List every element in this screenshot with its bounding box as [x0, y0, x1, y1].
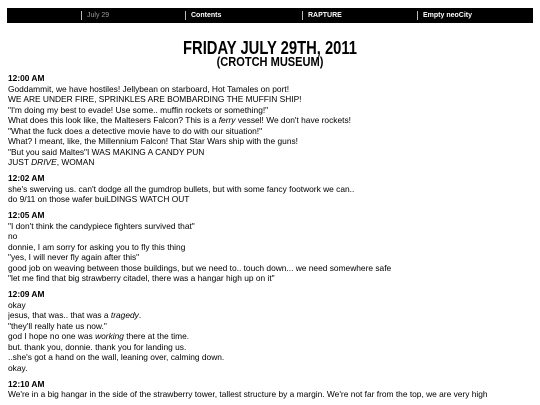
entry-line: ..she's got a hand on the wall, leaning over, calming down. [8, 352, 225, 362]
entry-line: but. thank you, donnie. thank you for landing us. [8, 341, 187, 352]
log-entry [8, 379, 534, 400]
entry-line: "I don't think the candypiece fighters survived that" [8, 220, 195, 231]
entry-line: What does this look like, the Maltesers Falcon? This is a ferry vessel! We don't have rockets! [8, 115, 351, 125]
entry-line: WE ARE UNDER FIRE, SPRINKLES ARE BOMBARDING THE MUFFIN SHIP! [8, 94, 302, 104]
entry-line: Goddammit, we have hostiles! Jellybean on starboard, Hot Tamales on port! [8, 83, 290, 94]
entry-line: okay. [8, 362, 28, 373]
entry-line: "they'll really hate us now." [8, 320, 107, 331]
nav-link-contents[interactable]: Contents [185, 8, 221, 23]
entry-line: "yes, I will never fly again after this" [8, 252, 140, 262]
entry-line: We're in a big hangar in the side of the strawberry tower, tallest structure by a margin. We're not far from the top, we are very high [8, 389, 488, 399]
entry-timestamp: 12:05 AM [8, 210, 45, 220]
entry-line: "I'm doing my best to evade! Use some.. muffin rockets or something!" [8, 104, 269, 115]
entry-line: jesus, that was.. that was a tragedy. [8, 310, 142, 320]
page-header [0, 40, 540, 67]
entry-line: JUST DRIVE, WOMAN [8, 157, 95, 167]
entry-line: "What the fuck does a detective movie have to do with our situation!" [8, 125, 263, 136]
entry-line: do 9/11 on those wafer buiLDINGS WATCH OUT [8, 194, 190, 204]
entry-line: donnie, I am sorry for asking you to fly this thing [8, 241, 186, 252]
log-entry [8, 173, 534, 205]
nav-link-july-29[interactable]: July 29 [81, 8, 109, 23]
log-entries [8, 73, 534, 405]
entry-line: god I hope no one was working there at the time. [8, 331, 190, 341]
top-navigation-bar [7, 8, 533, 23]
entry-line: "But you said Maltes"I WAS MAKING A CANDY PUN [8, 146, 205, 157]
entry-line: no [8, 231, 18, 241]
nav-link-rapture[interactable]: RAPTURE [302, 8, 342, 23]
entry-timestamp: 12:00 AM [8, 73, 45, 83]
entry-timestamp: 12:02 AM [8, 173, 45, 183]
log-entry [8, 289, 534, 373]
page-title: FRIDAY JULY 29TH, 2011 [183, 38, 357, 58]
log-entry [8, 210, 534, 284]
nav-link-empty-neocity[interactable]: Empty neoCity [417, 8, 472, 23]
entry-timestamp: 12:09 AM [8, 289, 45, 299]
entry-line: What? I meant, like, the Millennium Falcon! That Star Wars ship with the guns! [8, 136, 298, 146]
log-entry [8, 73, 534, 168]
entry-line: "let me find that big strawberry citadel, there was a hangar high up on it" [8, 273, 275, 283]
entry-line: she's swerving us. can't dodge all the gumdrop bullets, but with some fancy footwork we can.. [8, 183, 355, 194]
entry-line: good job on weaving between those buildings, but we need to.. touch down... we need somewhere safe [8, 262, 392, 273]
entry-timestamp: 12:10 AM [8, 378, 45, 389]
page-subtitle: (CROTCH MUSEUM) [216, 54, 324, 69]
entry-line: okay [8, 299, 26, 310]
